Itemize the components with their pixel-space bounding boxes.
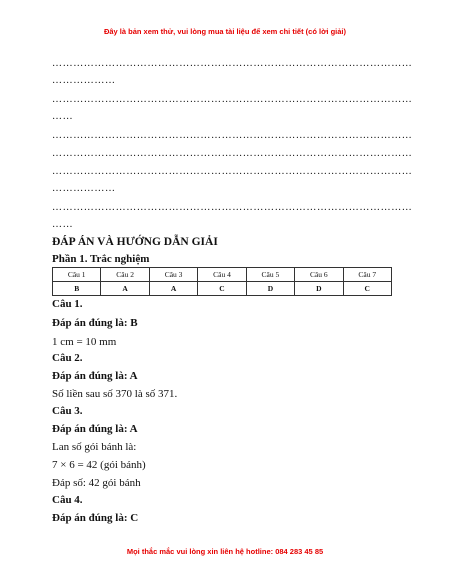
answer-table (52, 267, 392, 296)
answer-line: Đáp án đúng là: B (52, 317, 138, 329)
table-answer-cell: D (295, 282, 343, 296)
answer-line: Đáp án đúng là: A (52, 423, 138, 435)
question-heading: Câu 2. (52, 352, 83, 364)
solution-text: Đáp số: 42 gói bánh (52, 477, 141, 489)
answer-dot-line: ………………………………………………………………………………………… (52, 202, 413, 213)
answer-line: Đáp án đúng là: A (52, 370, 138, 382)
answer-dot-line: ………………………………………………………………………………………… (52, 58, 413, 69)
table-answer-cell: A (149, 282, 197, 296)
table-header-cell: Câu 3 (149, 268, 197, 282)
answer-dot-line: ……………… (52, 75, 116, 86)
solution-text: Lan số gói bánh là: (52, 441, 137, 453)
part-title: Phần 1. Trắc nghiệm (52, 253, 150, 265)
table-header-cell: Câu 4 (198, 268, 246, 282)
answer-dot-line: ……………… (52, 183, 116, 194)
table-header-cell: Câu 2 (101, 268, 149, 282)
answer-dot-line: ………………………………………………………………………………………… (52, 148, 413, 159)
preview-notice-banner: Đây là bản xem thử, vui lòng mua tài liệu để xem chi tiết (có lời giải) (103, 27, 347, 36)
solution-text: 1 cm = 10 mm (52, 336, 117, 348)
table-header-cell: Câu 5 (246, 268, 294, 282)
question-heading: Câu 1. (52, 298, 83, 310)
question-heading: Câu 4. (52, 494, 83, 506)
hotline-banner: Mọi thắc mắc vui lòng xin liên hệ hotline: 084 283 45 85 (126, 547, 324, 556)
table-answer-row (53, 282, 392, 296)
table-answer-cell: A (101, 282, 149, 296)
table-answer-cell: B (53, 282, 101, 296)
table-header-cell: Câu 6 (295, 268, 343, 282)
answer-line: Đáp án đúng là: C (52, 512, 139, 524)
table-header-cell: Câu 1 (53, 268, 101, 282)
table-answer-cell: C (198, 282, 246, 296)
table-answer-cell: D (246, 282, 294, 296)
solution-text: 7 × 6 = 42 (gói bánh) (52, 459, 146, 471)
answer-dot-line: …… (52, 219, 74, 230)
table-header-cell: Câu 7 (343, 268, 391, 282)
answer-dot-line: ………………………………………………………………………………………… (52, 130, 413, 141)
answer-dot-line: …… (52, 111, 74, 122)
answer-dot-line: ………………………………………………………………………………………… (52, 94, 413, 105)
table-answer-cell: C (343, 282, 391, 296)
table-header-row (53, 268, 392, 282)
question-heading: Câu 3. (52, 405, 83, 417)
answer-dot-line: ………………………………………………………………………………………… (52, 166, 413, 177)
solution-text: Số liền sau số 370 là số 371. (52, 388, 178, 400)
section-title: ĐÁP ÁN VÀ HƯỚNG DẪN GIẢI (52, 236, 218, 248)
